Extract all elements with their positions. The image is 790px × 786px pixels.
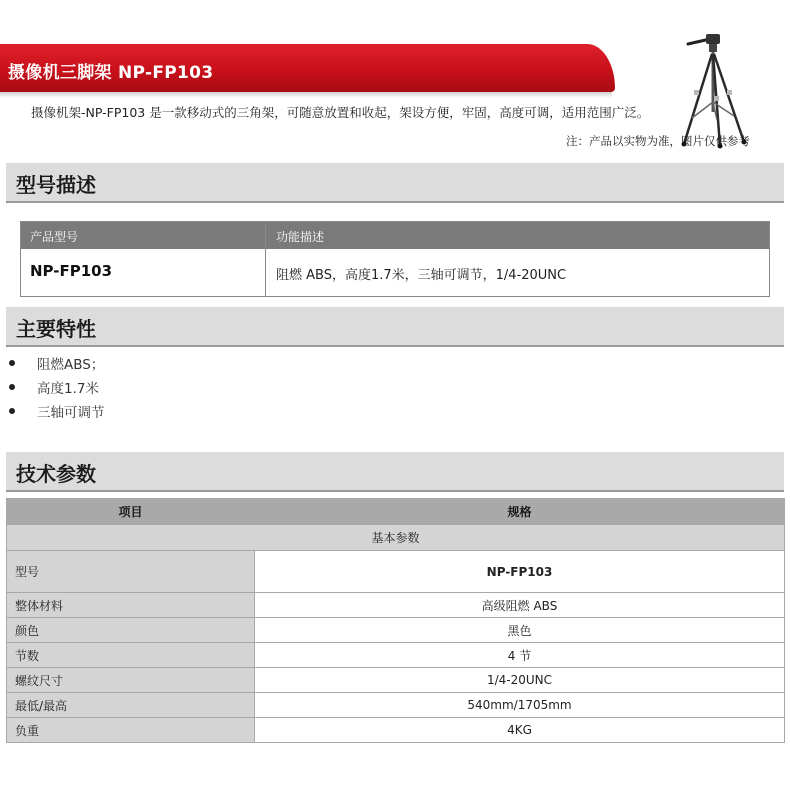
spec-table-header	[7, 499, 785, 525]
feature-item	[9, 401, 105, 421]
section-header-specs	[6, 452, 784, 492]
spec-label: 型号	[7, 551, 255, 593]
spec-label: 螺纹尺寸	[7, 668, 255, 693]
spec-label: 颜色	[7, 618, 255, 643]
spec-label: 最低/最高	[7, 693, 255, 718]
column-header-item: 项目	[7, 499, 255, 525]
bullet-icon	[9, 384, 15, 390]
spec-table	[6, 498, 785, 743]
feature-text: 阻燃ABS；	[37, 357, 105, 373]
spec-group-row	[7, 525, 785, 551]
feature-text: 三轴可调节	[37, 405, 105, 421]
spec-value: 540mm/1705mm	[255, 693, 785, 718]
disclaimer-note: 注：产品以实物为准，图片仅供参考	[566, 134, 750, 148]
section-title: 型号描述	[16, 173, 96, 197]
spec-value: 4 节	[255, 643, 785, 668]
description-table-header	[21, 222, 769, 249]
section-header-features	[6, 307, 784, 347]
banner-shadow	[0, 92, 612, 98]
spec-value: NP-FP103	[255, 551, 785, 593]
section-header-description	[6, 163, 784, 203]
model-cell: NP-FP103	[30, 262, 113, 280]
spec-group-label: 基本参数	[7, 525, 785, 551]
function-cell: 阻燃 ABS，高度1.7米，三轴可调节，1/4-20UNC	[276, 268, 567, 283]
spec-value: 高级阻燃 ABS	[255, 593, 785, 618]
spec-value: 黑色	[255, 618, 785, 643]
spec-label: 节数	[7, 643, 255, 668]
intro-text: 摄像机架-NP-FP103 是一款移动式的三角架，可随意放置和收起，架设方便，牢固，高度可调，适用范围广泛。	[31, 105, 650, 120]
description-table	[20, 221, 770, 297]
section-title: 主要特性	[16, 317, 96, 341]
table-row	[7, 718, 785, 743]
feature-item	[9, 353, 104, 373]
feature-item	[9, 377, 99, 397]
column-divider	[265, 222, 266, 296]
table-row	[7, 618, 785, 643]
table-row	[7, 668, 785, 693]
section-title: 技术参数	[16, 462, 96, 486]
table-row	[7, 643, 785, 668]
tripod-image	[676, 30, 754, 150]
bullet-icon	[9, 360, 15, 366]
spec-value: 4KG	[255, 718, 785, 743]
table-row	[7, 551, 785, 593]
table-row	[7, 593, 785, 618]
column-header-spec: 规格	[255, 499, 785, 525]
table-row	[7, 693, 785, 718]
page-title: 摄像机三脚架 NP-FP103	[8, 63, 214, 83]
spec-label: 负重	[7, 718, 255, 743]
spec-value: 1/4-20UNC	[255, 668, 785, 693]
bullet-icon	[9, 408, 15, 414]
column-header-model: 产品型号	[30, 230, 79, 244]
feature-text: 高度1.7米	[37, 381, 99, 397]
spec-label: 整体材料	[7, 593, 255, 618]
column-header-function: 功能描述	[276, 230, 325, 244]
